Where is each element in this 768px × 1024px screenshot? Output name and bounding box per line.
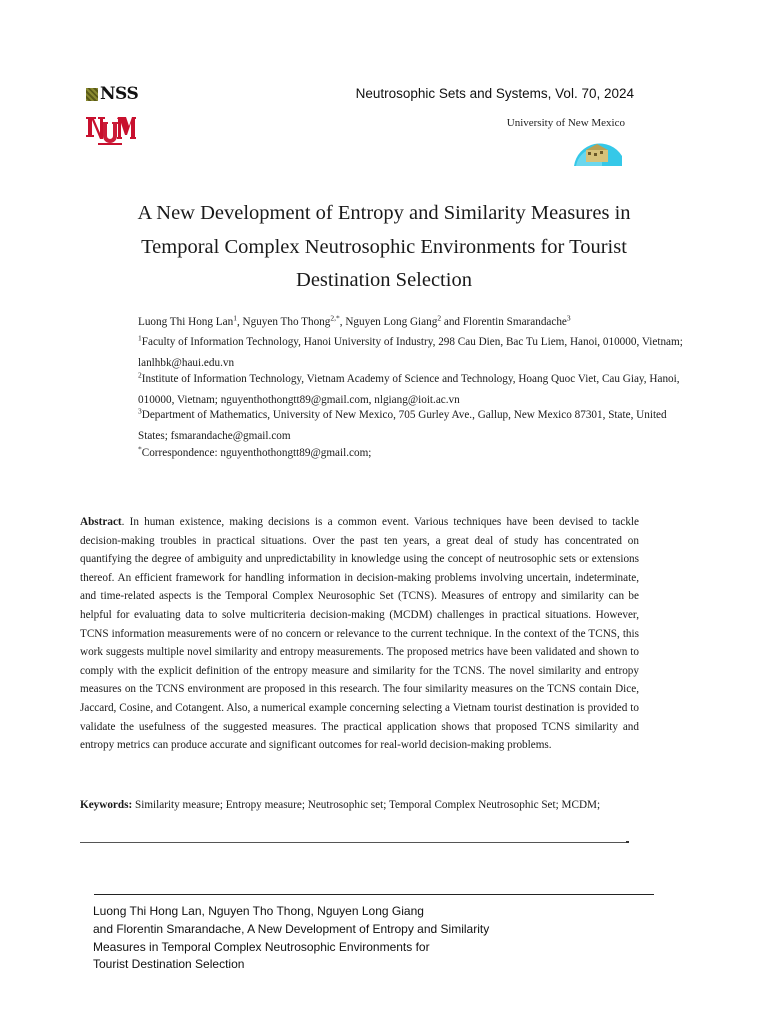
- affiliation-text: Correspondence: nguyenthothongtt89@gmail.com;: [141, 447, 372, 459]
- footer-line: Tourist Destination Selection: [93, 957, 245, 972]
- abstract-text: . In human existence, making decisions is a common event. Various techniques have been devised to tackle decision-making troubles in practical situations. Over the past ten years, a great deal of study has concentrated on quantifying the degree of ambiguity and unpredictability in knowledge using the concept of neutrosophic sets or extensions thereof. An efficient framework for handling information in decision-making problems involving uncertain, indeterminate, and time-related aspects is the Temporal Complex Neurosophic Set (TCNS). Measures of entropy and similarity can be helpful for evaluating data to solve multicriteria decision-making (MCDM) challenges in practical situations. However, TCNS information measurements were of no concern or relevance to the current technique. In the context of the TCNS, this work suggests multiple novel similarity and entropy measurements. The proposed metrics have been validated and shown to comply with the explicit definition of the entropy measure and similarity for the TCNS. The novel similarity and entropy measures on the TCNS environment are proposed in this research. The four similarity measures on the TCNS contain Dice, Jaccard, Cosine, and Cotangent. Also, a numerical example concerning selecting a Vietnam tourist destination is provided to validate the usefulness of the suggested measures. The practical application shows that proposed TCNS similarity and entropy metrics can produce accurate and significant outcomes for real-world decision-making problems.: [80, 516, 639, 752]
- affiliation-text: Faculty of Information Technology, Hanoi University of Industry, 298 Cau Dien, Bac Tu Liem, Hanoi, 010000, Vietnam; lanlhbk@haui.edu.vn: [138, 336, 683, 369]
- keywords: [80, 796, 639, 815]
- author-separator: and: [441, 316, 463, 328]
- affiliation-sup: *: [138, 444, 142, 454]
- title-line: Destination Selection: [296, 269, 472, 291]
- affiliation: [138, 405, 698, 446]
- author-name: Nguyen Long Giang: [345, 316, 438, 328]
- divider-end-mark: [626, 841, 629, 843]
- decorative-corner-icon: [572, 134, 624, 168]
- affiliation-sup: 2: [138, 370, 142, 380]
- author-separator: ,: [339, 316, 346, 328]
- unm-logo-icon: [84, 113, 136, 149]
- keywords-label: Keywords:: [80, 799, 133, 811]
- author-sup: 1: [233, 313, 237, 323]
- nss-logo-text: NSS: [100, 84, 139, 104]
- author-name: Nguyen Tho Thong: [242, 316, 331, 328]
- abstract-label: Abstract: [80, 516, 122, 528]
- citation-footer: [93, 903, 653, 974]
- paper-title: [80, 197, 688, 298]
- author-list: [138, 313, 571, 328]
- footer-rule: [94, 894, 654, 895]
- university-name: University of New Mexico: [506, 117, 625, 129]
- title-line: Temporal Complex Neutrosophic Environments for Tourist: [141, 235, 627, 258]
- author-sup: 2: [437, 313, 442, 323]
- affiliation-sup: 3: [138, 406, 142, 416]
- footer-line: Luong Thi Hong Lan, Nguyen Tho Thong, Nguyen Long Giang: [93, 904, 424, 918]
- affiliation: [138, 332, 698, 373]
- section-divider: [80, 842, 626, 843]
- title-line: A New Development of Entropy and Similarity Measures in: [137, 202, 631, 224]
- author-name: Florentin Smarandache: [462, 316, 567, 328]
- author-name: Luong Thi Hong Lan: [138, 316, 234, 328]
- author-sup: 2,*: [330, 313, 340, 323]
- affiliation-text: Institute of Information Technology, Vietnam Academy of Science and Technology, Hoang Quoc Viet, Cau Giay, Hanoi, 010000, Vietnam; nguyenthothongtt89@gmail.com, nlgiang@ioit.ac.vn: [138, 373, 680, 406]
- journal-name: Neutrosophic Sets and Systems, Vol. 70, 2024: [355, 86, 634, 101]
- affiliation-sup: 1: [138, 333, 142, 343]
- footer-line: Measures in Temporal Complex Neutrosophic Environments for: [93, 939, 430, 954]
- affiliation-text: Department of Mathematics, University of New Mexico, 705 Gurley Ave., Gallup, New Mexico 87301, State, United States; fsmarandache@gmail.com: [138, 409, 667, 442]
- affiliation: [138, 369, 698, 410]
- footer-line: and Florentin Smarandache, A New Development of Entropy and Similarity: [93, 921, 490, 936]
- nss-logo-icon: [86, 88, 98, 101]
- keywords-text: Similarity measure; Entropy measure; Neutrosophic set; Temporal Complex Neutrosophic Set; MCDM;: [132, 799, 601, 811]
- abstract: [80, 513, 639, 755]
- author-sup: 3: [566, 313, 571, 323]
- author-separator: ,: [236, 316, 243, 328]
- affiliation: [138, 443, 698, 464]
- nss-logo: [86, 84, 138, 104]
